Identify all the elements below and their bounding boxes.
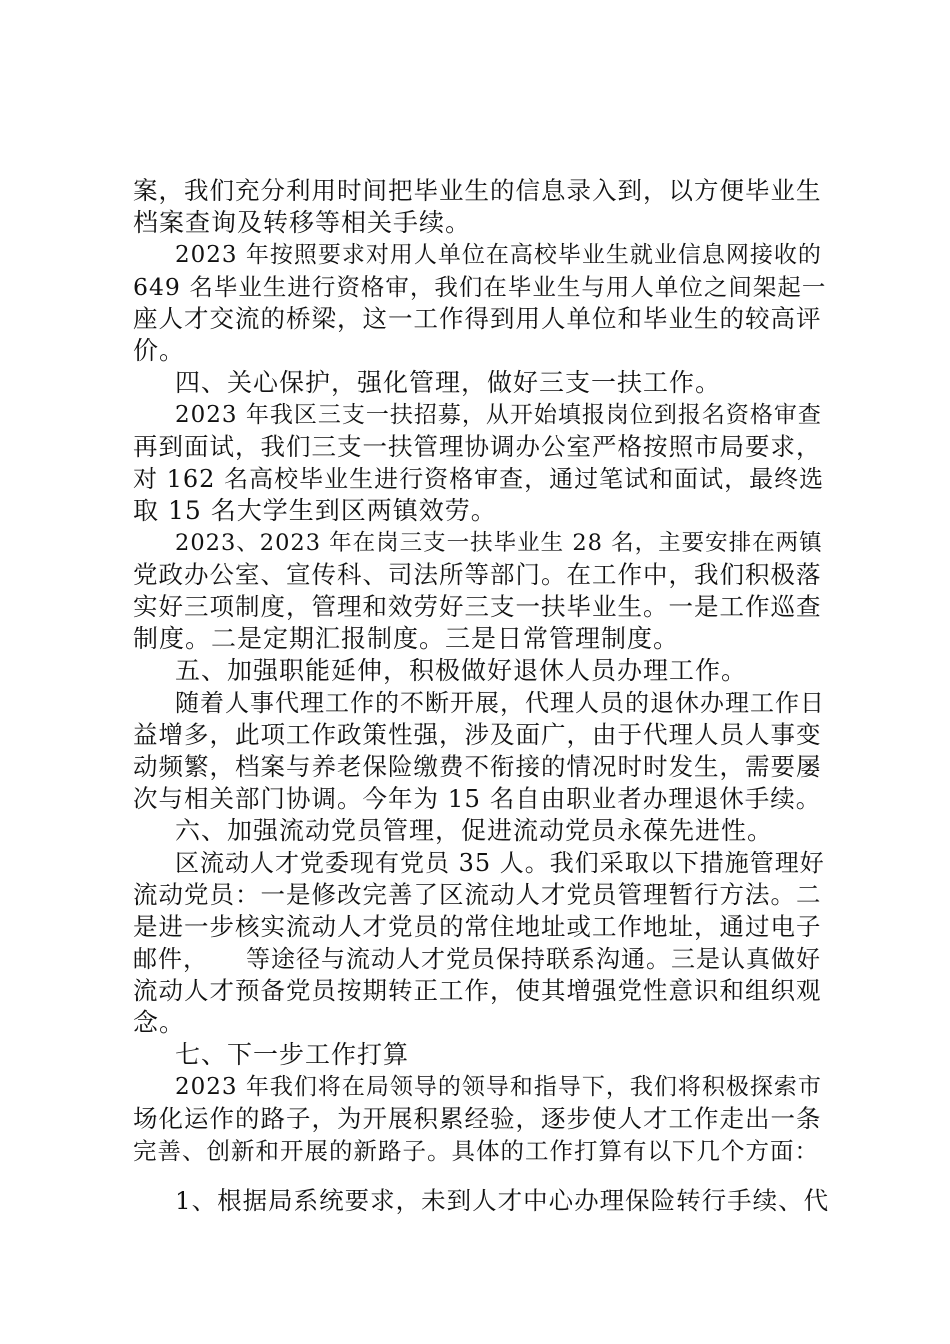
text-line: 完善、创新和开展的新路子。具体的工作打算有以下几个方面： bbox=[133, 1137, 819, 1165]
text-line: 动频繁，档案与养老保险缴费不衔接的情况时时发生，需要屡 bbox=[133, 752, 822, 781]
text-line: 区流动人才党委现有党员 35 人。我们采取以下措施管理好 bbox=[175, 849, 825, 877]
text-line: 案，我们充分利用时间把毕业生的信息录入到，以方便毕业生 bbox=[133, 176, 822, 205]
text-line: 价。 bbox=[133, 336, 186, 365]
text-line: 取 15 名大学生到区两镇效劳。 bbox=[133, 496, 497, 525]
text-line: 649 名毕业生进行资格审，我们在毕业生与用人单位之间架起一 bbox=[133, 273, 827, 301]
text-line: 2023 年我区三支一扶招募，从开始填报岗位到报名资格审查 bbox=[175, 402, 822, 428]
text-line: 邮件， 等途径与流动人才党员保持联系沟通。三是认真做好 bbox=[133, 945, 821, 973]
text-line: 念。 bbox=[133, 1008, 186, 1037]
text-line: 党政办公室、宣传科、司法所等部门。在工作中，我们积极落 bbox=[133, 560, 822, 589]
text-line: 2023 年我们将在局领导的领导和指导下，我们将积极探索市 bbox=[175, 1074, 822, 1100]
section-heading: 四、关心保护，强化管理，做好三支一扶工作。 bbox=[175, 368, 722, 397]
text-line: 次与相关部门协调。今年为 15 名自由职业者办理退休手续。 bbox=[133, 784, 822, 813]
text-line: 场化运作的路子，为开展积累经验，逐步使人才工作走出一条 bbox=[133, 1104, 822, 1133]
text-line: 再到面试，我们三支一扶管理协调办公室严格按照市局要求， bbox=[133, 432, 822, 461]
text-line: 1、根据局系统要求，未到人才中心办理保险转行手续、代 bbox=[175, 1186, 830, 1215]
text-line: 实好三项制度，管理和效劳好三支一扶毕业生。一是工作巡查 bbox=[133, 592, 822, 621]
text-line: 流动党员：一是修改完善了区流动人才党员管理暂行方法。二 bbox=[133, 880, 822, 909]
text-line: 2023、2023 年在岗三支一扶毕业生 28 名，主要安排在两镇 bbox=[175, 530, 823, 556]
text-line: 随着人事代理工作的不断开展，代理人员的退休办理工作日 bbox=[175, 689, 825, 717]
text-line: 是进一步核实流动人才党员的常住地址或工作地址，通过电子 bbox=[133, 912, 822, 941]
section-heading: 七、下一步工作打算 bbox=[175, 1040, 410, 1069]
text-line: 制度。二是定期汇报制度。三是日常管理制度。 bbox=[133, 624, 680, 653]
text-line: 2023 年按照要求对用人单位在高校毕业生就业信息网接收的 bbox=[175, 242, 822, 268]
section-heading: 六、加强流动党员管理，促进流动党员永葆先进性。 bbox=[175, 816, 774, 845]
text-line: 对 162 名高校毕业生进行资格审查，通过笔试和面试，最终选 bbox=[133, 465, 825, 493]
text-line: 档案查询及转移等相关手续。 bbox=[133, 208, 472, 237]
text-line: 座人才交流的桥梁，这一工作得到用人单位和毕业生的较高评 bbox=[133, 304, 822, 333]
text-line: 流动人才预备党员按期转正工作，使其增强党性意识和组织观 bbox=[133, 976, 822, 1005]
text-line: 益增多，此项工作政策性强，涉及面广，由于代理人员人事变 bbox=[133, 720, 822, 749]
section-heading: 五、加强职能延伸，积极做好退休人员办理工作。 bbox=[175, 656, 748, 685]
